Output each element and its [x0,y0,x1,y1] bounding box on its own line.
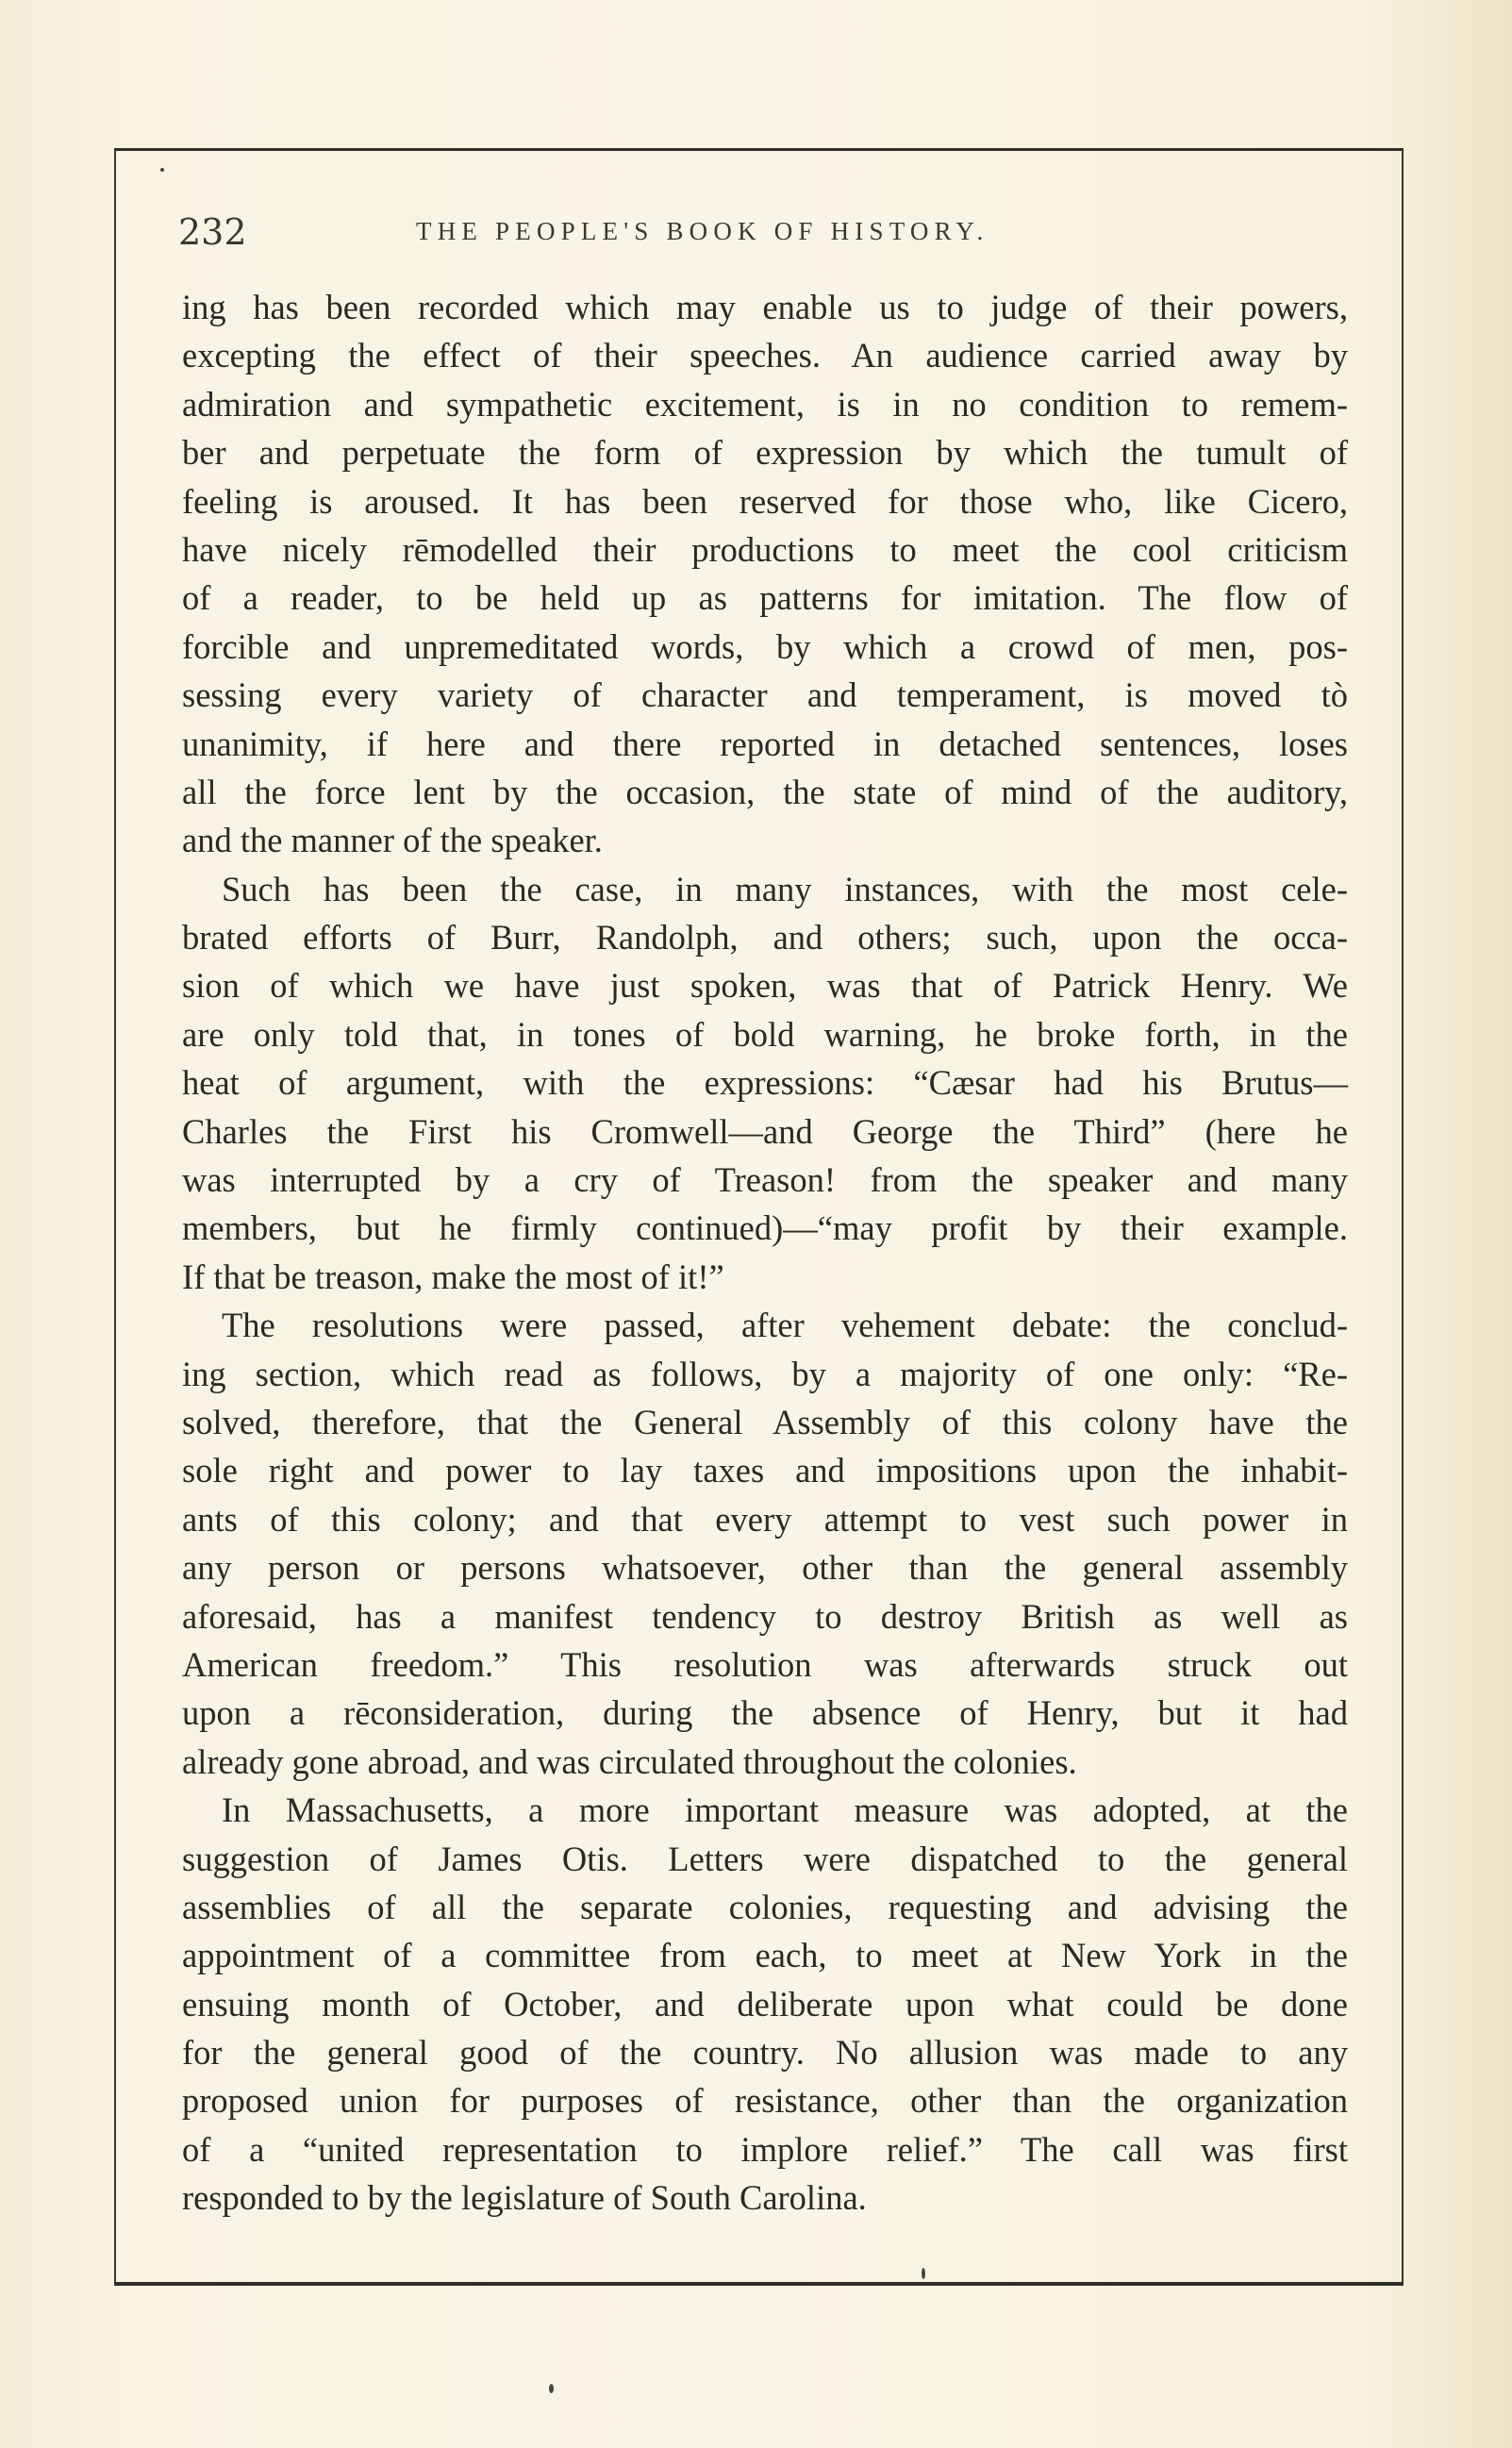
text-line: sole right and power to lay taxes and impositions upon the inhabit- [182,1451,1348,1490]
page-border-frame [114,148,1404,2286]
text-line: brated efforts of Burr, Randolph, and others; such, upon the occa- [182,918,1348,958]
text-line: are only told that, in tones of bold warning, he broke forth, in the [182,1014,1348,1054]
text-line: solved, therefore, that the General Assembly of this colony have the [182,1402,1348,1441]
text-line: ensuing month of October, and deliberate upon what could be done [182,1984,1348,2023]
paper-speck [922,2268,925,2279]
paragraph-start-line: Such has been the case, in many instances, with the most cele- [222,869,1348,908]
paragraph-end-line: If that be treason, make the most of it!” [182,1257,724,1296]
paper-speck [160,168,164,172]
page-number: 232 [178,211,247,253]
text-line: forcible and unpremeditated words, by which a crowd of men, pos- [182,626,1348,666]
text-line: ing section, which read as follows, by a majority of one only: “Re- [182,1354,1348,1393]
text-line: assemblies of all the separate colonies, requesting and advising the [182,1887,1348,1926]
text-line: suggestion of James Otis. Letters were dispatched to the general [182,1839,1348,1878]
text-line: was interrupted by a cry of Treason! from the speaker and many [182,1160,1348,1200]
text-line: appointment of a committee from each, to meet at New York in the [182,1936,1348,1975]
text-line: heat of argument, with the expressions: “Cæsar had his Brutus— [182,1063,1348,1103]
text-line: for the general good of the country. No allusion was made to any [182,2033,1348,2073]
paragraph-start-line: In Massachusetts, a more important measure was adopted, at the [222,1790,1348,1830]
text-line: proposed union for purposes of resistance, other than the organization [182,2081,1348,2121]
running-head [116,151,1402,264]
text-line: feeling is aroused. It has been reserved for those who, like Cicero, [182,481,1348,521]
paragraph-end-line: already gone abroad, and was circulated throughout the colonies. [182,1741,1077,1781]
running-title: THE PEOPLE'S BOOK OF HISTORY. [416,217,989,245]
paragraph-end-line: responded to by the legislature of South Carolina. [182,2178,867,2218]
text-line: upon a rēconsideration, during the absence of Henry, but it had [182,1693,1348,1733]
body-text [182,283,1348,2223]
text-line: admiration and sympathetic excitement, is in no condition to remem- [182,384,1348,424]
text-line: of a reader, to be held up as patterns for imitation. The flow of [182,578,1348,618]
text-line: American freedom.” This resolution was afterwards struck out [182,1644,1348,1684]
text-line: Charles the First his Cromwell—and George the Third” (here he [182,1111,1348,1151]
text-line: sion of which we have just spoken, was that of Patrick Henry. We [182,966,1348,1006]
text-line: aforesaid, has a manifest tendency to destroy British as well as [182,1596,1348,1636]
text-line: of a “united representation to implore relief.” The call was first [182,2129,1348,2169]
paragraph-end-line: and the manner of the speaker. [182,821,603,860]
text-line: sessing every variety of character and temperament, is moved tò [182,675,1348,715]
paragraph-start-line: The resolutions were passed, after vehement debate: the conclud- [222,1306,1348,1345]
text-line: all the force lent by the occasion, the state of mind of the auditory, [182,772,1348,811]
text-line: unanimity, if here and there reported in detached sentences, loses [182,724,1348,763]
text-line: ants of this colony; and that every attempt to vest such power in [182,1499,1348,1539]
text-line: have nicely rēmodelled their productions to meet the cool criticism [182,529,1348,569]
text-line: excepting the effect of their speeches. An audience carried away by [182,336,1348,375]
text-line: any person or persons whatsoever, other than the general assembly [182,1548,1348,1588]
paper-speck [549,2384,554,2393]
text-line: ber and perpetuate the form of expression by which the tumult of [182,433,1348,473]
text-line: members, but he firmly continued)—“may profit by their example. [182,1208,1348,1248]
text-line: ing has been recorded which may enable us to judge of their powers, [182,288,1348,326]
